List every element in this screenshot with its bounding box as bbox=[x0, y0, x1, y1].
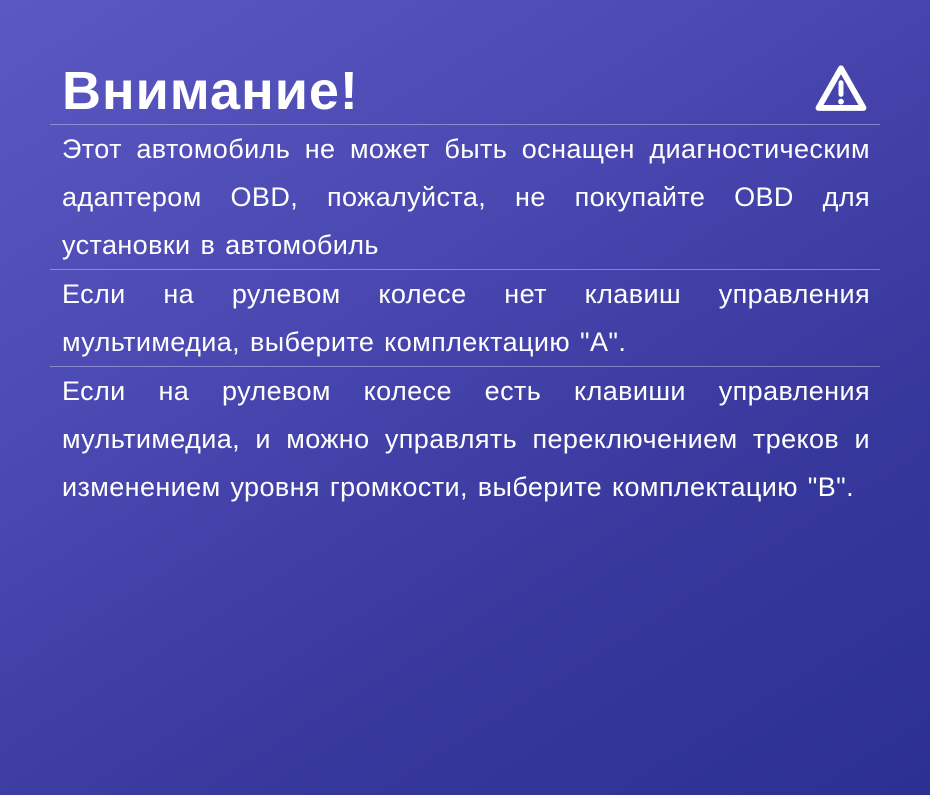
warning-paragraph-trim-a: Если на рулевом колесе нет клавиш управления мультимедиа, выберите комплектацию "А". bbox=[62, 279, 870, 357]
title-row bbox=[56, 0, 874, 124]
poster-title: Внимание! bbox=[62, 61, 359, 121]
warning-paragraph-trim-b: Если на рулевом колесе есть клавиши управления мультимедиа, и можно управлять переключением треков и изменением уровня громкости, выберите комплектацию "В". bbox=[62, 376, 870, 502]
warning-triangle-icon bbox=[812, 62, 874, 121]
warning-paragraph-obd: Этот автомобиль не может быть оснащен диагностическим адаптером OBD, пожалуйста, не покупайте OBD для установки в автомобиль bbox=[62, 134, 870, 260]
